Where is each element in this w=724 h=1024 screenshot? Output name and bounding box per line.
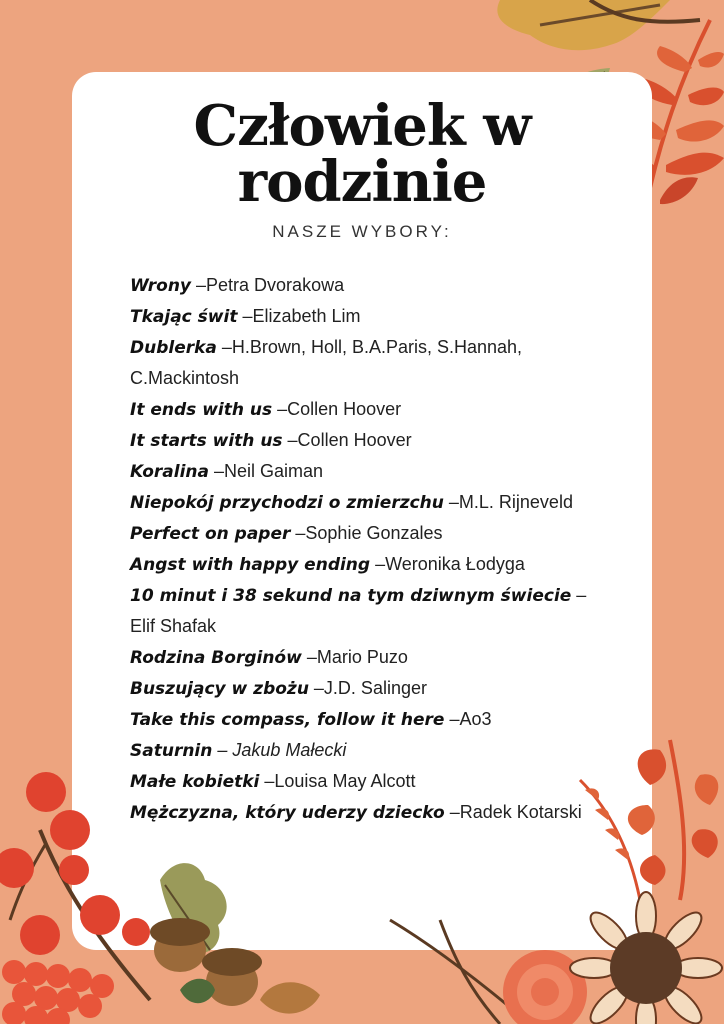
bottom-left-berries-decoration (0, 760, 330, 1024)
red-leaf-icon (638, 749, 666, 785)
book-title: Mężczyzna, który uderzy dziecko (130, 803, 445, 823)
book-author: –M.L. Rijneveld (443, 492, 573, 512)
book-author: –Radek Kotarski (444, 802, 582, 822)
book-title: Saturnin (130, 741, 213, 761)
book-author: –J.D. Salinger (308, 678, 427, 698)
book-author: –Collen Hoover (272, 399, 402, 419)
book-author: –Ao3 (444, 709, 492, 729)
book-author: –Petra Dvorakowa (191, 275, 345, 295)
book-author: –Neil Gaiman (209, 461, 324, 481)
berry-icon (26, 772, 66, 812)
book-author: –Mario Puzo (301, 647, 408, 667)
book-title: Rodzina Borginów (130, 648, 302, 668)
list-item (130, 332, 600, 394)
list-item (130, 518, 600, 549)
book-title: Koralina (130, 462, 210, 482)
book-author: –H.Brown, Holl, B.A.Paris, S.Hannah, C.Mackintosh (130, 337, 523, 388)
book-author: – Jakub Małecki (212, 740, 347, 760)
book-author: –Weronika Łodyga (370, 554, 525, 574)
book-title: 10 minut i 38 sekund na tym dziwnym świecie (130, 586, 572, 606)
subtitle: NASZE WYBORY: (272, 222, 452, 241)
list-item (130, 549, 600, 580)
book-title: Take this compass, follow it here (130, 710, 445, 730)
book-title: Angst with happy ending (130, 555, 371, 575)
book-title: It ends with us (130, 400, 273, 420)
book-title: Tkając świt (130, 307, 238, 327)
book-title: Małe kobietki (130, 772, 260, 792)
book-title: Perfect on paper (130, 524, 291, 544)
book-title: Wrony (130, 276, 192, 296)
book-author: –Louisa May Alcott (259, 771, 416, 791)
book-title: It starts with us (130, 431, 283, 451)
book-title: Niepokój przychodzi o zmierzchu (130, 493, 444, 513)
list-item (130, 301, 600, 332)
page-title: Człowiek w rodzinie (193, 93, 531, 215)
book-author: –Elif Shafak (130, 585, 587, 636)
book-author: –Elizabeth Lim (237, 306, 361, 326)
book-author: –Sophie Gonzales (290, 523, 443, 543)
list-item (130, 425, 600, 456)
book-title: Buszujący w zbożu (130, 679, 309, 699)
book-author: –Collen Hoover (282, 430, 412, 450)
list-item (130, 487, 600, 518)
book-title: Dublerka (130, 338, 217, 358)
list-item (130, 673, 600, 704)
bottom-right-flowers-decoration (380, 730, 724, 1024)
list-item (130, 456, 600, 487)
list-item (130, 580, 600, 642)
list-item (130, 642, 600, 673)
list-item (130, 394, 600, 425)
list-item (130, 270, 600, 301)
